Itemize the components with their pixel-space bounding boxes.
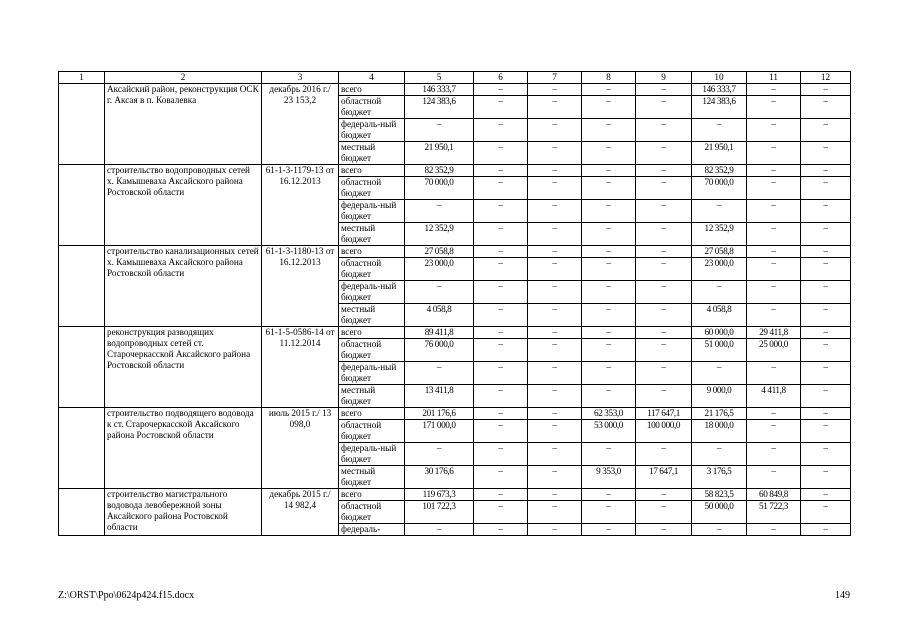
amount-cell: – xyxy=(636,142,692,165)
amount-cell: 29 411,8 xyxy=(747,327,801,339)
amount-cell: – xyxy=(582,524,636,536)
amount-cell: 25 000,0 xyxy=(747,339,801,362)
amount-cell: 21 950,1 xyxy=(692,142,747,165)
amount-cell: – xyxy=(528,362,582,385)
amount-cell: – xyxy=(801,466,851,489)
amount-cell: – xyxy=(528,258,582,281)
amount-cell: – xyxy=(636,165,692,177)
amount-cell: 76 000,0 xyxy=(405,339,474,362)
amount-cell: 23 000,0 xyxy=(692,258,747,281)
column-header: 8 xyxy=(582,72,636,84)
project-name: реконструкция разводящих водопроводных сетей ст. Старочеркасской Аксайского района Ростовской области xyxy=(105,327,262,408)
amount-cell: 101 722,3 xyxy=(405,501,474,524)
amount-cell: – xyxy=(801,142,851,165)
amount-cell: 3 176,5 xyxy=(692,466,747,489)
amount-cell: – xyxy=(747,165,801,177)
amount-cell: – xyxy=(636,177,692,200)
amount-cell: – xyxy=(747,420,801,443)
amount-cell: – xyxy=(405,362,474,385)
amount-cell: – xyxy=(801,524,851,536)
amount-cell: – xyxy=(528,223,582,246)
amount-cell: – xyxy=(801,420,851,443)
project-document: 61-1-3-1179-13 от 16.12.2013 xyxy=(262,165,339,246)
amount-cell: – xyxy=(528,119,582,142)
project-name: строительство магистрального водовода левобережной зоны Аксайского района Ростовской области xyxy=(105,489,262,536)
amount-cell: 9 353,0 xyxy=(582,466,636,489)
amount-cell: 4 058,8 xyxy=(692,304,747,327)
amount-cell: – xyxy=(528,84,582,96)
amount-cell: – xyxy=(636,362,692,385)
amount-cell: 21 950,1 xyxy=(405,142,474,165)
amount-cell: – xyxy=(582,246,636,258)
funding-source: областной бюджет xyxy=(339,501,405,524)
amount-cell: 27 058,8 xyxy=(405,246,474,258)
column-header: 2 xyxy=(105,72,262,84)
amount-cell: – xyxy=(528,142,582,165)
amount-cell: 117 647,1 xyxy=(636,408,692,420)
amount-cell: – xyxy=(636,501,692,524)
column-header: 11 xyxy=(747,72,801,84)
amount-cell: – xyxy=(528,200,582,223)
amount-cell: – xyxy=(474,142,528,165)
column-header: 3 xyxy=(262,72,339,84)
amount-cell: – xyxy=(747,466,801,489)
amount-cell: – xyxy=(528,420,582,443)
amount-cell: – xyxy=(582,304,636,327)
table-row xyxy=(59,408,851,420)
amount-cell: 119 673,3 xyxy=(405,489,474,501)
amount-cell: – xyxy=(474,443,528,466)
amount-cell: 58 823,5 xyxy=(692,489,747,501)
funding-source: местный бюджет xyxy=(339,466,405,489)
funding-source: всего xyxy=(339,489,405,501)
amount-cell: – xyxy=(636,119,692,142)
row-number-cell xyxy=(59,408,105,489)
amount-cell: 30 176,6 xyxy=(405,466,474,489)
amount-cell: – xyxy=(582,142,636,165)
funding-source: областной бюджет xyxy=(339,258,405,281)
amount-cell: – xyxy=(582,119,636,142)
amount-cell: 18 000,0 xyxy=(692,420,747,443)
funding-source: всего xyxy=(339,165,405,177)
amount-cell: – xyxy=(801,223,851,246)
amount-cell: – xyxy=(801,385,851,408)
amount-cell: – xyxy=(582,177,636,200)
amount-cell: – xyxy=(747,119,801,142)
amount-cell: – xyxy=(582,339,636,362)
amount-cell: – xyxy=(405,119,474,142)
amount-cell: – xyxy=(528,177,582,200)
amount-cell: – xyxy=(474,420,528,443)
amount-cell: – xyxy=(474,165,528,177)
amount-cell: – xyxy=(405,524,474,536)
amount-cell: – xyxy=(747,281,801,304)
row-number-cell xyxy=(59,246,105,327)
table-row xyxy=(59,327,851,339)
amount-cell: – xyxy=(474,96,528,119)
row-number-cell xyxy=(59,84,105,165)
amount-cell: – xyxy=(801,443,851,466)
amount-cell: – xyxy=(474,246,528,258)
amount-cell: 9 000,0 xyxy=(692,385,747,408)
amount-cell: 62 353,0 xyxy=(582,408,636,420)
table-row xyxy=(59,246,851,258)
amount-cell: – xyxy=(636,200,692,223)
amount-cell: – xyxy=(747,443,801,466)
project-name: строительство подводящего водовода к ст. Старочеркасской Аксайского района Ростовской области xyxy=(105,408,262,489)
amount-cell: 60 000,0 xyxy=(692,327,747,339)
table-row xyxy=(59,489,851,501)
amount-cell: – xyxy=(801,96,851,119)
amount-cell: – xyxy=(801,327,851,339)
column-header: 12 xyxy=(801,72,851,84)
amount-cell: 12 352,9 xyxy=(405,223,474,246)
amount-cell: – xyxy=(692,200,747,223)
amount-cell: – xyxy=(474,200,528,223)
amount-cell: – xyxy=(801,177,851,200)
amount-cell: – xyxy=(801,258,851,281)
amount-cell: – xyxy=(405,443,474,466)
amount-cell: – xyxy=(801,246,851,258)
amount-cell: – xyxy=(474,304,528,327)
amount-cell: – xyxy=(474,223,528,246)
amount-cell: – xyxy=(801,489,851,501)
amount-cell: – xyxy=(801,165,851,177)
amount-cell: 100 000,0 xyxy=(636,420,692,443)
funding-source: всего xyxy=(339,84,405,96)
amount-cell: – xyxy=(528,246,582,258)
amount-cell: – xyxy=(636,385,692,408)
funding-source: федераль-ный бюджет xyxy=(339,281,405,304)
amount-cell: – xyxy=(801,408,851,420)
amount-cell: – xyxy=(474,119,528,142)
amount-cell: – xyxy=(528,304,582,327)
amount-cell: – xyxy=(474,524,528,536)
amount-cell: 82 352,9 xyxy=(692,165,747,177)
amount-cell: 51 000,0 xyxy=(692,339,747,362)
column-header: 7 xyxy=(528,72,582,84)
amount-cell: – xyxy=(636,258,692,281)
amount-cell: – xyxy=(582,327,636,339)
amount-cell: – xyxy=(582,258,636,281)
funding-source: всего xyxy=(339,327,405,339)
project-document: июль 2015 г./ 13 098,0 xyxy=(262,408,339,489)
amount-cell: – xyxy=(528,443,582,466)
funding-source: областной бюджет xyxy=(339,339,405,362)
amount-cell: – xyxy=(474,258,528,281)
amount-cell: – xyxy=(528,489,582,501)
amount-cell: – xyxy=(528,281,582,304)
table-body xyxy=(59,84,851,536)
amount-cell: 146 333,7 xyxy=(692,84,747,96)
amount-cell: – xyxy=(692,362,747,385)
amount-cell: – xyxy=(582,489,636,501)
amount-cell: – xyxy=(801,339,851,362)
funding-source: всего xyxy=(339,246,405,258)
amount-cell: 70 000,0 xyxy=(405,177,474,200)
amount-cell: – xyxy=(747,200,801,223)
funding-source: всего xyxy=(339,408,405,420)
column-header: 4 xyxy=(339,72,405,84)
header-row xyxy=(59,72,851,84)
amount-cell: – xyxy=(474,489,528,501)
amount-cell: – xyxy=(474,362,528,385)
amount-cell: 60 849,8 xyxy=(747,489,801,501)
amount-cell: – xyxy=(405,281,474,304)
amount-cell: – xyxy=(801,119,851,142)
column-header: 1 xyxy=(59,72,105,84)
column-header: 9 xyxy=(636,72,692,84)
amount-cell: – xyxy=(582,165,636,177)
amount-cell: – xyxy=(747,408,801,420)
amount-cell: 12 352,9 xyxy=(692,223,747,246)
amount-cell: – xyxy=(528,339,582,362)
row-number-cell xyxy=(59,165,105,246)
amount-cell: 23 000,0 xyxy=(405,258,474,281)
funding-source: федераль-ный бюджет xyxy=(339,119,405,142)
table-row xyxy=(59,84,851,96)
amount-cell: – xyxy=(582,96,636,119)
funding-source: местный бюджет xyxy=(339,385,405,408)
table-row xyxy=(59,165,851,177)
amount-cell: 27 058,8 xyxy=(692,246,747,258)
amount-cell: – xyxy=(801,281,851,304)
project-document: 61-1-5-0586-14 от 11.12.2014 xyxy=(262,327,339,408)
amount-cell: – xyxy=(474,84,528,96)
amount-cell: – xyxy=(636,246,692,258)
amount-cell: 4 411,8 xyxy=(747,385,801,408)
amount-cell: – xyxy=(636,223,692,246)
amount-cell: – xyxy=(528,385,582,408)
amount-cell: – xyxy=(528,327,582,339)
amount-cell: – xyxy=(582,501,636,524)
column-header: 10 xyxy=(692,72,747,84)
amount-cell: 53 000,0 xyxy=(582,420,636,443)
project-document: декабрь 2015 г./ 14 982,4 xyxy=(262,489,339,536)
amount-cell: 17 647,1 xyxy=(636,466,692,489)
project-document: декабрь 2016 г./ 23 153,2 xyxy=(262,84,339,165)
amount-cell: – xyxy=(692,119,747,142)
funding-source: федераль-ный бюджет xyxy=(339,443,405,466)
funding-source: местный бюджет xyxy=(339,304,405,327)
amount-cell: – xyxy=(474,501,528,524)
amount-cell: – xyxy=(636,96,692,119)
amount-cell: – xyxy=(405,200,474,223)
amount-cell: 82 352,9 xyxy=(405,165,474,177)
amount-cell: 13 411,8 xyxy=(405,385,474,408)
amount-cell: 124 383,6 xyxy=(692,96,747,119)
amount-cell: – xyxy=(636,281,692,304)
funding-source: федераль- xyxy=(339,524,405,536)
amount-cell: – xyxy=(747,524,801,536)
funding-source: местный бюджет xyxy=(339,142,405,165)
project-document: 61-1-3-1180-13 от 16.12.2013 xyxy=(262,246,339,327)
amount-cell: 201 176,6 xyxy=(405,408,474,420)
amount-cell: – xyxy=(692,443,747,466)
amount-cell: – xyxy=(636,339,692,362)
funding-source: федераль-ный бюджет xyxy=(339,362,405,385)
column-header: 6 xyxy=(474,72,528,84)
row-number-cell xyxy=(59,327,105,408)
amount-cell: – xyxy=(801,501,851,524)
amount-cell: – xyxy=(692,524,747,536)
amount-cell: – xyxy=(474,281,528,304)
amount-cell: – xyxy=(474,408,528,420)
amount-cell: 124 383,6 xyxy=(405,96,474,119)
amount-cell: – xyxy=(528,466,582,489)
amount-cell: 146 333,7 xyxy=(405,84,474,96)
column-header: 5 xyxy=(405,72,474,84)
row-number-cell xyxy=(59,489,105,536)
amount-cell: – xyxy=(801,362,851,385)
project-name: строительство канализационных сетей х. Камышеваха Аксайского района Ростовской области xyxy=(105,246,262,327)
amount-cell: – xyxy=(582,362,636,385)
amount-cell: – xyxy=(528,165,582,177)
amount-cell: – xyxy=(747,362,801,385)
amount-cell: 51 722,3 xyxy=(747,501,801,524)
amount-cell: 89 411,8 xyxy=(405,327,474,339)
amount-cell: – xyxy=(801,84,851,96)
amount-cell: – xyxy=(636,327,692,339)
amount-cell: – xyxy=(747,96,801,119)
budget-table xyxy=(58,71,851,536)
amount-cell: – xyxy=(582,223,636,246)
amount-cell: – xyxy=(747,223,801,246)
funding-source: областной бюджет xyxy=(339,420,405,443)
footer-file-path: Z:\ORST\Ppo\0624p424.f15.docx xyxy=(58,590,195,601)
amount-cell: – xyxy=(528,501,582,524)
amount-cell: – xyxy=(636,84,692,96)
funding-source: местный бюджет xyxy=(339,223,405,246)
amount-cell: – xyxy=(474,385,528,408)
amount-cell: 50 000,0 xyxy=(692,501,747,524)
amount-cell: – xyxy=(636,304,692,327)
funding-source: федераль-ный бюджет xyxy=(339,200,405,223)
amount-cell: – xyxy=(692,281,747,304)
amount-cell: 4 058,8 xyxy=(405,304,474,327)
funding-source: областной бюджет xyxy=(339,177,405,200)
amount-cell: – xyxy=(528,96,582,119)
amount-cell: – xyxy=(636,524,692,536)
amount-cell: 70 000,0 xyxy=(692,177,747,200)
amount-cell: – xyxy=(474,327,528,339)
amount-cell: – xyxy=(582,84,636,96)
project-name: Аксайский район, реконструкция ОСК г. Аксая в п. Ковалевка xyxy=(105,84,262,165)
amount-cell: – xyxy=(582,281,636,304)
amount-cell: – xyxy=(474,466,528,489)
amount-cell: – xyxy=(747,304,801,327)
amount-cell: – xyxy=(582,385,636,408)
amount-cell: – xyxy=(747,142,801,165)
amount-cell: – xyxy=(801,304,851,327)
amount-cell: – xyxy=(747,258,801,281)
amount-cell: – xyxy=(747,177,801,200)
amount-cell: – xyxy=(636,443,692,466)
amount-cell: – xyxy=(528,524,582,536)
project-name: строительство водопроводных сетей х. Камышеваха Аксайского района Ростовской области xyxy=(105,165,262,246)
amount-cell: – xyxy=(528,408,582,420)
funding-source: областной бюджет xyxy=(339,96,405,119)
amount-cell: – xyxy=(801,200,851,223)
amount-cell: – xyxy=(747,246,801,258)
amount-cell: 171 000,0 xyxy=(405,420,474,443)
amount-cell: – xyxy=(582,443,636,466)
amount-cell: – xyxy=(474,177,528,200)
amount-cell: – xyxy=(747,84,801,96)
footer-page-number: 149 xyxy=(835,590,850,601)
amount-cell: – xyxy=(474,339,528,362)
amount-cell: – xyxy=(636,489,692,501)
amount-cell: 21 176,5 xyxy=(692,408,747,420)
amount-cell: – xyxy=(582,200,636,223)
